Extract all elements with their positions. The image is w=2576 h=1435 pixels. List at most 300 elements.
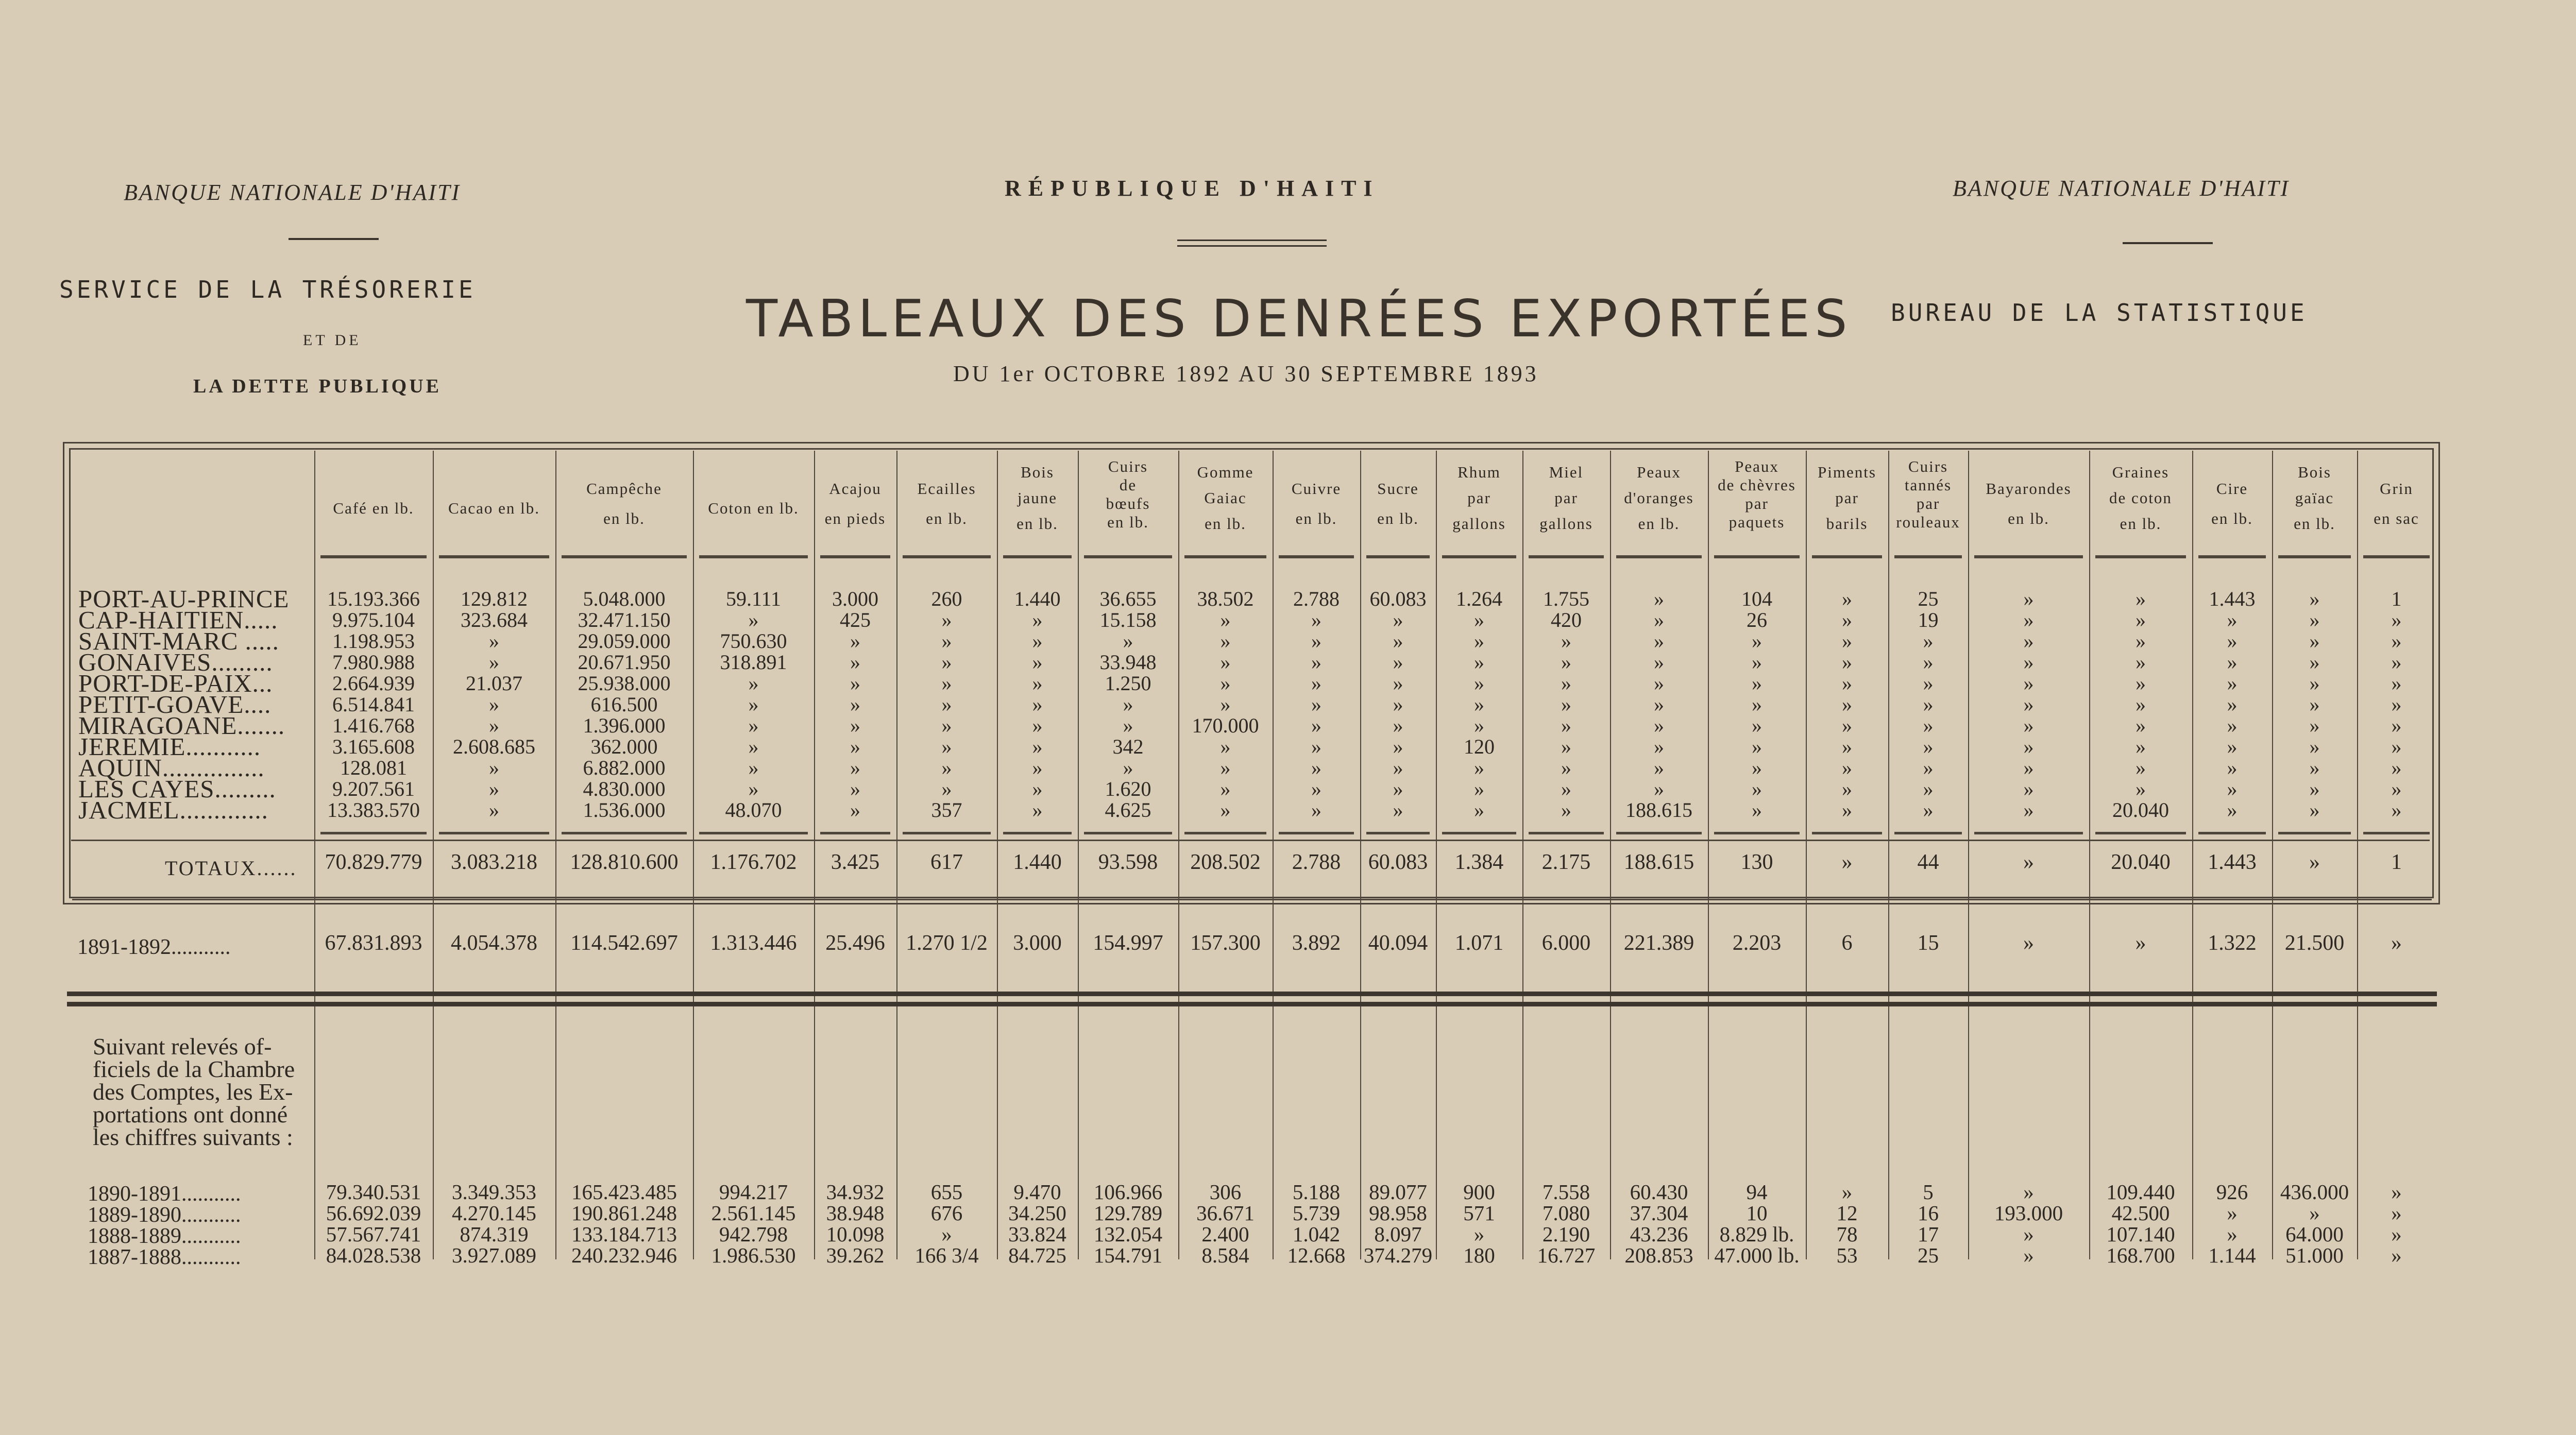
column-header-line: en lb. bbox=[603, 509, 645, 527]
history-cell: 240.232.946 bbox=[571, 1243, 677, 1267]
et-de-label: ET DE bbox=[303, 332, 362, 349]
history-cell: 94 bbox=[1746, 1180, 1768, 1204]
history-cell: » bbox=[2391, 1222, 2402, 1246]
table-cell: » bbox=[2309, 693, 2320, 716]
table-cell: 59.111 bbox=[725, 587, 782, 610]
note-line: portations ont donné bbox=[93, 1101, 288, 1128]
port-values-column bbox=[1708, 588, 1806, 821]
table-cell: 260 bbox=[931, 587, 962, 610]
port-values-column bbox=[814, 588, 896, 821]
column-header-line: Peaux bbox=[1735, 457, 1779, 475]
note-line: Suivant relevés of- bbox=[93, 1033, 272, 1060]
table-cell: » bbox=[1654, 608, 1664, 631]
history-cell: 193.000 bbox=[1994, 1201, 2063, 1225]
history-cell: 56.692.039 bbox=[326, 1201, 421, 1225]
history-cell: » bbox=[2227, 1222, 2238, 1246]
history-years bbox=[88, 1184, 241, 1268]
table-cell: » bbox=[1032, 714, 1043, 737]
table-cell: » bbox=[1032, 651, 1043, 674]
table-cell: » bbox=[2309, 798, 2320, 822]
table-cell: » bbox=[1752, 629, 1762, 653]
history-cell: 926 bbox=[2216, 1180, 2248, 1204]
table-cell: » bbox=[1123, 714, 1133, 737]
history-column bbox=[1968, 1182, 2089, 1266]
history-cell: 436.000 bbox=[2280, 1180, 2349, 1204]
total-cell: 70.829.779 bbox=[325, 850, 422, 874]
column-header-line: en lb. bbox=[1295, 509, 1337, 527]
table-cell: » bbox=[2309, 714, 2320, 737]
table-cell: 2.788 bbox=[1293, 587, 1340, 610]
table-cell: » bbox=[2391, 672, 2402, 695]
column-header-line: paquets bbox=[1728, 513, 1785, 531]
column-header-line: Cuirs bbox=[1108, 457, 1148, 475]
history-cell: 57.567.741 bbox=[326, 1222, 421, 1246]
table-cell: » bbox=[1220, 735, 1231, 758]
history-cell: 942.798 bbox=[719, 1222, 788, 1246]
column-header-line: Piments bbox=[1818, 463, 1876, 481]
table-cell: » bbox=[2391, 714, 2402, 737]
table-cell: » bbox=[1032, 608, 1043, 631]
double-rule-1 bbox=[67, 992, 2437, 996]
table-cell: » bbox=[2023, 608, 2034, 631]
table-cell: » bbox=[1752, 777, 1762, 800]
table-cell: » bbox=[1842, 587, 1852, 610]
table-cell: » bbox=[1032, 629, 1043, 653]
header-underline bbox=[2278, 555, 2351, 558]
table-cell: » bbox=[1474, 693, 1484, 716]
column-header bbox=[1078, 453, 1178, 532]
table-cell: » bbox=[941, 735, 952, 758]
header-underline bbox=[1184, 555, 1266, 558]
table-cell: » bbox=[1393, 608, 1403, 631]
totals-underline bbox=[320, 832, 427, 834]
column-header bbox=[2192, 453, 2272, 534]
column-header-line: par bbox=[1916, 494, 1940, 512]
history-column bbox=[555, 1182, 693, 1266]
table-cell: » bbox=[2023, 651, 2034, 674]
column-header bbox=[555, 453, 693, 534]
history-cell: 42.500 bbox=[2111, 1201, 2170, 1225]
header-underline bbox=[2198, 555, 2266, 558]
history-column bbox=[2192, 1182, 2272, 1266]
table-cell: 1.264 bbox=[1456, 587, 1502, 610]
table-cell: » bbox=[1032, 777, 1043, 800]
table-cell: 2.664.939 bbox=[332, 672, 415, 695]
table-cell: » bbox=[1311, 693, 1321, 716]
table-cell: » bbox=[2136, 672, 2146, 695]
column-header-line: tannés bbox=[1904, 476, 1952, 494]
table-cell: » bbox=[748, 608, 759, 631]
history-column bbox=[814, 1182, 896, 1266]
column-header-line: Rhum bbox=[1458, 463, 1501, 481]
column-header-line: Coton en lb. bbox=[708, 499, 799, 517]
totals-underline bbox=[1714, 832, 1800, 834]
totals-underline bbox=[1974, 832, 2083, 834]
column-header-line: en lb. bbox=[926, 509, 968, 527]
republic-heading: RÉPUBLIQUE D'HAITI bbox=[1005, 176, 1380, 201]
column-header bbox=[1436, 453, 1522, 537]
table-cell: » bbox=[1474, 629, 1484, 653]
table-cell: » bbox=[1561, 756, 1571, 779]
table-cell: 750.630 bbox=[720, 629, 787, 653]
table-cell: 362.000 bbox=[590, 735, 658, 758]
header-underline bbox=[1442, 555, 1516, 558]
history-cell: 306 bbox=[1209, 1180, 1242, 1204]
column-header-line: Ecailles bbox=[917, 480, 976, 498]
history-column bbox=[314, 1182, 433, 1266]
port-name: SAINT-MARC ..... bbox=[78, 627, 279, 655]
header-underline bbox=[903, 555, 991, 558]
total-cell: 208.502 bbox=[1190, 850, 1261, 874]
history-cell: 190.861.248 bbox=[571, 1201, 677, 1225]
prev-year-cell: 15 bbox=[1917, 931, 1939, 955]
port-values-column bbox=[1522, 588, 1610, 821]
table-cell: » bbox=[1752, 735, 1762, 758]
totals-underline bbox=[2278, 832, 2351, 834]
table-cell: » bbox=[1561, 798, 1571, 822]
table-cell: » bbox=[2136, 735, 2146, 758]
history-column bbox=[1360, 1182, 1436, 1266]
table-cell: 33.948 bbox=[1099, 651, 1157, 674]
table-cell: » bbox=[1311, 608, 1321, 631]
total-cell: 128.810.600 bbox=[570, 850, 679, 874]
prev-year-cell: 154.997 bbox=[1093, 931, 1163, 955]
prev-year-cell: 6.000 bbox=[1541, 931, 1591, 955]
table-cell: » bbox=[2023, 587, 2034, 610]
table-cell: 36.655 bbox=[1099, 587, 1157, 610]
history-cell: » bbox=[2023, 1180, 2034, 1204]
table-cell: » bbox=[1561, 629, 1571, 653]
table-cell: » bbox=[2023, 777, 2034, 800]
history-column bbox=[1888, 1182, 1968, 1266]
history-cell: 2.400 bbox=[1201, 1222, 1249, 1246]
prev-year-cell: 3.892 bbox=[1292, 931, 1341, 955]
history-cell: 16.727 bbox=[1537, 1243, 1596, 1267]
history-cell: 16 bbox=[1918, 1201, 1939, 1225]
totals-underline bbox=[1894, 832, 1962, 834]
table-cell: » bbox=[1311, 777, 1321, 800]
history-cell: 208.853 bbox=[1624, 1243, 1693, 1267]
table-cell: » bbox=[1220, 756, 1231, 779]
history-cell: » bbox=[941, 1222, 952, 1246]
table-cell: 1.440 bbox=[1014, 587, 1061, 610]
port-values-column bbox=[1436, 588, 1522, 821]
table-cell: » bbox=[489, 777, 499, 800]
column-header-line: gaïac bbox=[2295, 489, 2334, 507]
port-values-column bbox=[555, 588, 693, 821]
table-cell: » bbox=[941, 756, 952, 779]
port-name: AQUIN............... bbox=[78, 754, 265, 782]
table-cell: 19 bbox=[1918, 608, 1939, 631]
table-cell: » bbox=[1842, 608, 1852, 631]
table-cell: » bbox=[2391, 629, 2402, 653]
column-header bbox=[1968, 453, 2089, 534]
table-cell: » bbox=[850, 651, 860, 674]
table-cell: » bbox=[1654, 714, 1664, 737]
total-cell: » bbox=[2309, 850, 2320, 874]
history-cell: 37.304 bbox=[1630, 1201, 1688, 1225]
table-cell: » bbox=[941, 608, 952, 631]
right-bank-name: BANQUE NATIONALE D'HAITI bbox=[1953, 176, 2290, 201]
history-cell: 4.270.145 bbox=[452, 1201, 536, 1225]
table-cell: » bbox=[1393, 651, 1403, 674]
history-cell: 10 bbox=[1746, 1201, 1768, 1225]
table-cell: » bbox=[2023, 693, 2034, 716]
table-cell: » bbox=[1032, 672, 1043, 695]
port-values-column bbox=[1968, 588, 2089, 821]
column-header-line: d'oranges bbox=[1624, 489, 1694, 507]
table-cell: » bbox=[1393, 693, 1403, 716]
column-header-line: en lb. bbox=[1205, 515, 1246, 533]
history-cell: » bbox=[2391, 1243, 2402, 1267]
table-cell: 323.684 bbox=[461, 608, 528, 631]
table-cell: » bbox=[2136, 714, 2146, 737]
table-cell: » bbox=[1032, 756, 1043, 779]
table-cell: 3.000 bbox=[832, 587, 878, 610]
header-underline bbox=[1279, 555, 1354, 558]
column-header bbox=[1178, 453, 1273, 537]
port-name: PETIT-GOAVE.... bbox=[78, 690, 272, 719]
table-cell: » bbox=[1752, 714, 1762, 737]
table-cell: 357 bbox=[931, 798, 962, 822]
table-cell: » bbox=[1311, 651, 1321, 674]
column-header-line: en lb. bbox=[1377, 509, 1419, 527]
table-cell: » bbox=[2227, 756, 2238, 779]
history-cell: 12.668 bbox=[1287, 1243, 1346, 1267]
history-year: 1890-1891........... bbox=[88, 1182, 241, 1206]
table-cell: » bbox=[2136, 587, 2146, 610]
table-cell: » bbox=[850, 629, 860, 653]
history-cell: 154.791 bbox=[1093, 1243, 1163, 1267]
column-header-line: rouleaux bbox=[1896, 513, 1960, 531]
table-cell: » bbox=[1032, 798, 1043, 822]
history-cell: 994.217 bbox=[719, 1180, 788, 1204]
header-underline bbox=[820, 555, 890, 558]
totals-underline bbox=[2198, 832, 2266, 834]
treasury-service: SERVICE DE LA TRÉSORERIE bbox=[59, 276, 476, 303]
table-cell: » bbox=[1842, 629, 1852, 653]
table-cell: » bbox=[850, 672, 860, 695]
total-cell: 1 bbox=[2391, 850, 2402, 874]
table-cell: » bbox=[1393, 735, 1403, 758]
total-cell: 3.425 bbox=[831, 850, 880, 874]
totals-top-rule bbox=[71, 840, 2430, 841]
table-cell: » bbox=[1842, 714, 1852, 737]
history-cell: 84.725 bbox=[1008, 1243, 1066, 1267]
table-cell: » bbox=[1842, 798, 1852, 822]
header-underline bbox=[699, 555, 808, 558]
table-cell: » bbox=[2227, 735, 2238, 758]
history-column bbox=[1436, 1182, 1522, 1266]
table-cell: » bbox=[1561, 672, 1571, 695]
history-cell: » bbox=[2309, 1201, 2320, 1225]
table-cell: » bbox=[1474, 651, 1484, 674]
column-header-line: Cacao en lb. bbox=[448, 499, 540, 517]
table-cell: 15.193.366 bbox=[327, 587, 420, 610]
table-cell: » bbox=[2227, 608, 2238, 631]
note-line: les chiffres suivants : bbox=[93, 1124, 293, 1150]
column-header bbox=[1806, 453, 1888, 537]
table-cell: » bbox=[2309, 587, 2320, 610]
table-cell: » bbox=[2309, 735, 2320, 758]
table-cell: » bbox=[1393, 798, 1403, 822]
history-cell: 129.789 bbox=[1093, 1201, 1163, 1225]
table-cell: » bbox=[2391, 756, 2402, 779]
table-cell: » bbox=[1561, 693, 1571, 716]
history-cell: » bbox=[2023, 1243, 2034, 1267]
left-rule bbox=[289, 238, 379, 240]
table-cell: 25 bbox=[1918, 587, 1939, 610]
table-cell: 1.250 bbox=[1105, 672, 1151, 695]
column-header-line: en lb. bbox=[2008, 509, 2049, 527]
column-header bbox=[997, 453, 1078, 537]
history-cell: 8.584 bbox=[1201, 1243, 1249, 1267]
table-cell: 342 bbox=[1112, 735, 1144, 758]
totals-underline bbox=[1366, 832, 1430, 834]
column-header bbox=[1708, 453, 1806, 532]
history-cell: 168.700 bbox=[2106, 1243, 2175, 1267]
history-cell: 2.190 bbox=[1542, 1222, 1590, 1246]
header-underline bbox=[2363, 555, 2430, 558]
history-cell: 98.958 bbox=[1369, 1201, 1427, 1225]
column-header-line: Graines bbox=[2112, 463, 2170, 481]
column-header bbox=[814, 453, 896, 534]
history-cell: » bbox=[1473, 1222, 1485, 1246]
total-cell: » bbox=[1841, 850, 1853, 874]
totals-underline bbox=[562, 832, 687, 834]
header-underline bbox=[1529, 555, 1604, 558]
table-cell: » bbox=[1923, 672, 1934, 695]
total-cell: 617 bbox=[930, 850, 963, 874]
table-cell: » bbox=[850, 693, 860, 716]
history-column bbox=[1708, 1182, 1806, 1266]
history-cell: » bbox=[2391, 1180, 2402, 1204]
port-values-column bbox=[433, 588, 555, 821]
prev-year-cell: » bbox=[2023, 931, 2034, 955]
history-column bbox=[2272, 1182, 2357, 1266]
table-cell: » bbox=[1311, 714, 1321, 737]
column-header bbox=[1360, 453, 1436, 534]
table-cell: » bbox=[2136, 693, 2146, 716]
table-cell: » bbox=[1654, 629, 1664, 653]
table-cell: » bbox=[1842, 693, 1852, 716]
history-cell: » bbox=[2227, 1201, 2238, 1225]
port-values-column bbox=[2192, 588, 2272, 821]
header-underline bbox=[1714, 555, 1800, 558]
port-name: GONAIVES......... bbox=[78, 648, 273, 676]
note-line: des Comptes, les Ex- bbox=[93, 1079, 293, 1105]
prev-year-cell: » bbox=[2135, 931, 2146, 955]
table-cell: 9.975.104 bbox=[332, 608, 415, 631]
table-cell: » bbox=[850, 756, 860, 779]
table-cell: » bbox=[2309, 651, 2320, 674]
table-cell: » bbox=[1561, 714, 1571, 737]
table-cell: » bbox=[2136, 629, 2146, 653]
column-header bbox=[1273, 453, 1360, 534]
table-cell: 4.830.000 bbox=[583, 777, 666, 800]
prev-year-label: 1891-1892........... bbox=[77, 935, 231, 959]
table-cell: 616.500 bbox=[590, 693, 658, 716]
totals-underline bbox=[820, 832, 890, 834]
history-cell: 374.279 bbox=[1363, 1243, 1433, 1267]
port-name: MIRAGOANE....... bbox=[78, 711, 285, 740]
table-cell: » bbox=[1393, 629, 1403, 653]
column-header-line: en lb. bbox=[1107, 513, 1149, 531]
total-cell: 188.615 bbox=[1623, 850, 1694, 874]
port-values-column bbox=[1610, 588, 1708, 821]
history-cell: 5.739 bbox=[1292, 1201, 1341, 1225]
table-cell: » bbox=[2309, 629, 2320, 653]
table-cell: » bbox=[850, 798, 860, 822]
table-cell: » bbox=[1123, 693, 1133, 716]
history-cell: 8.097 bbox=[1374, 1222, 1422, 1246]
history-cell: 900 bbox=[1463, 1180, 1495, 1204]
history-column bbox=[1522, 1182, 1610, 1266]
column-header-line: de coton bbox=[2109, 489, 2172, 507]
history-cell: 107.140 bbox=[2106, 1222, 2175, 1246]
table-cell: » bbox=[1842, 651, 1852, 674]
table-cell: » bbox=[1752, 798, 1762, 822]
history-cell: 38.948 bbox=[826, 1201, 885, 1225]
prev-year-cell: 4.054.378 bbox=[451, 931, 537, 955]
table-cell: » bbox=[2391, 777, 2402, 800]
history-column bbox=[1806, 1182, 1888, 1266]
port-names bbox=[78, 585, 290, 824]
table-cell: » bbox=[1654, 672, 1664, 695]
table-cell: 13.383.570 bbox=[327, 798, 420, 822]
table-cell: » bbox=[1123, 756, 1133, 779]
table-cell: 104 bbox=[1741, 587, 1772, 610]
total-cell: » bbox=[2023, 850, 2034, 874]
history-cell: 84.028.538 bbox=[326, 1243, 421, 1267]
table-cell: » bbox=[1842, 735, 1852, 758]
table-cell: 170.000 bbox=[1192, 714, 1259, 737]
port-values-column bbox=[896, 588, 997, 821]
totals-underline bbox=[1812, 832, 1882, 834]
table-cell: » bbox=[1923, 651, 1934, 674]
table-cell: » bbox=[2309, 672, 2320, 695]
table-cell: 128.081 bbox=[340, 756, 407, 779]
table-cell: 420 bbox=[1551, 608, 1582, 631]
table-cell: » bbox=[1654, 735, 1664, 758]
total-cell: 1.443 bbox=[2208, 850, 2257, 874]
table-cell: 2.608.685 bbox=[453, 735, 535, 758]
table-cell: » bbox=[1561, 735, 1571, 758]
table-cell: 1.198.953 bbox=[332, 629, 415, 653]
table-cell: » bbox=[2391, 608, 2402, 631]
history-year: 1889-1890........... bbox=[88, 1203, 241, 1227]
header-underline bbox=[1894, 555, 1962, 558]
totals-underline bbox=[1442, 832, 1516, 834]
port-name: PORT-AU-PRINCE bbox=[78, 585, 290, 613]
table-cell: » bbox=[941, 693, 952, 716]
table-cell: » bbox=[1923, 777, 1934, 800]
column-header bbox=[1888, 453, 1968, 532]
table-cell: » bbox=[1654, 693, 1664, 716]
table-cell: » bbox=[1311, 672, 1321, 695]
history-cell: 79.340.531 bbox=[326, 1180, 421, 1204]
table-cell: 48.070 bbox=[725, 798, 782, 822]
column-header bbox=[1522, 453, 1610, 537]
table-cell: » bbox=[748, 777, 759, 800]
table-cell: » bbox=[1474, 672, 1484, 695]
history-cell: 676 bbox=[930, 1201, 963, 1225]
column-header-line: de bbox=[1119, 476, 1137, 494]
table-cell: » bbox=[1842, 777, 1852, 800]
statistics-bureau: BUREAU DE LA STATISTIQUE bbox=[1891, 299, 2308, 327]
history-cell: 1.986.530 bbox=[711, 1243, 796, 1267]
table-cell: » bbox=[1393, 777, 1403, 800]
